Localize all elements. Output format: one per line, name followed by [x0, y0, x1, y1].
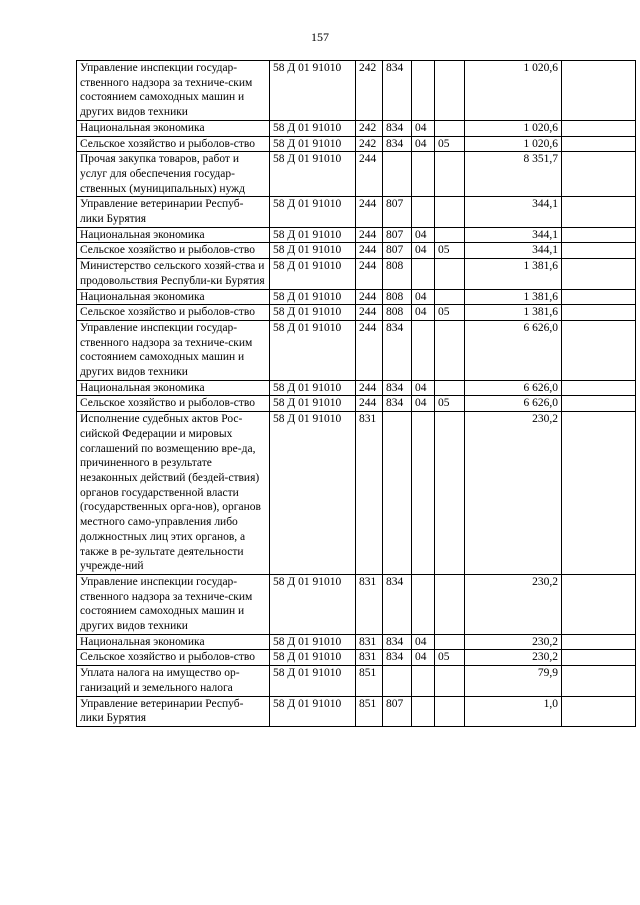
row-amount: 1,0 — [465, 696, 562, 726]
table-row — [77, 61, 636, 121]
row-name: Управление ветеринарии Респуб-лики Бурятия — [77, 696, 270, 726]
row-empty-cell — [562, 305, 636, 321]
row-empty-cell — [562, 380, 636, 396]
row-administrator-code: 834 — [383, 320, 412, 380]
row-target-code: 58 Д 01 91010 — [270, 61, 356, 121]
row-section: 04 — [412, 634, 435, 650]
row-section — [412, 197, 435, 227]
row-administrator-code: 834 — [383, 61, 412, 121]
row-target-code: 58 Д 01 91010 — [270, 305, 356, 321]
row-administrator-code: 807 — [383, 696, 412, 726]
row-amount: 6 626,0 — [465, 380, 562, 396]
row-section: 04 — [412, 396, 435, 412]
row-name: Сельское хозяйство и рыболов-ство — [77, 243, 270, 259]
row-section: 04 — [412, 120, 435, 136]
row-expense-type: 242 — [356, 61, 383, 121]
row-expense-type: 244 — [356, 396, 383, 412]
row-administrator-code: 834 — [383, 380, 412, 396]
row-amount: 6 626,0 — [465, 320, 562, 380]
row-name: Управление инспекции государ-ственного надзора за техниче-ским состоянием самоходных машин и других видов техники — [77, 320, 270, 380]
table-row — [77, 320, 636, 380]
row-target-code: 58 Д 01 91010 — [270, 227, 356, 243]
table-row — [77, 574, 636, 634]
row-subsection — [435, 634, 465, 650]
row-empty-cell — [562, 666, 636, 696]
row-section: 04 — [412, 380, 435, 396]
row-administrator-code: 834 — [383, 396, 412, 412]
row-subsection: 05 — [435, 650, 465, 666]
row-subsection — [435, 380, 465, 396]
row-target-code: 58 Д 01 91010 — [270, 650, 356, 666]
row-target-code: 58 Д 01 91010 — [270, 666, 356, 696]
row-target-code: 58 Д 01 91010 — [270, 412, 356, 575]
table-row — [77, 634, 636, 650]
row-target-code: 58 Д 01 91010 — [270, 197, 356, 227]
row-expense-type: 244 — [356, 289, 383, 305]
row-expense-type: 831 — [356, 574, 383, 634]
row-expense-type: 244 — [356, 152, 383, 197]
row-amount: 1 381,6 — [465, 259, 562, 289]
row-administrator-code: 807 — [383, 243, 412, 259]
row-subsection — [435, 259, 465, 289]
table-row — [77, 650, 636, 666]
row-administrator-code — [383, 152, 412, 197]
row-subsection: 05 — [435, 136, 465, 152]
row-section: 04 — [412, 305, 435, 321]
row-target-code: 58 Д 01 91010 — [270, 152, 356, 197]
row-section — [412, 320, 435, 380]
row-administrator-code: 834 — [383, 650, 412, 666]
row-administrator-code: 834 — [383, 136, 412, 152]
row-expense-type: 244 — [356, 227, 383, 243]
row-amount: 344,1 — [465, 197, 562, 227]
row-name: Сельское хозяйство и рыболов-ство — [77, 650, 270, 666]
row-amount: 1 020,6 — [465, 120, 562, 136]
row-expense-type: 244 — [356, 197, 383, 227]
row-administrator-code: 834 — [383, 634, 412, 650]
row-section — [412, 666, 435, 696]
row-empty-cell — [562, 396, 636, 412]
page-number: 157 — [311, 30, 329, 44]
row-subsection: 05 — [435, 243, 465, 259]
row-section: 04 — [412, 289, 435, 305]
row-empty-cell — [562, 120, 636, 136]
table-row — [77, 412, 636, 575]
row-empty-cell — [562, 289, 636, 305]
row-amount: 344,1 — [465, 243, 562, 259]
row-section: 04 — [412, 227, 435, 243]
row-name: Национальная экономика — [77, 380, 270, 396]
row-empty-cell — [562, 574, 636, 634]
row-section: 04 — [412, 243, 435, 259]
row-name: Сельское хозяйство и рыболов-ство — [77, 396, 270, 412]
row-name: Национальная экономика — [77, 289, 270, 305]
row-amount: 230,2 — [465, 634, 562, 650]
row-amount: 230,2 — [465, 574, 562, 634]
table-row — [77, 396, 636, 412]
table-row — [77, 120, 636, 136]
row-empty-cell — [562, 136, 636, 152]
row-administrator-code: 807 — [383, 197, 412, 227]
row-amount: 1 020,6 — [465, 61, 562, 121]
budget-table — [76, 60, 636, 727]
row-subsection — [435, 696, 465, 726]
row-name: Министерство сельского хозяй-ства и продовольствия Республи-ки Бурятия — [77, 259, 270, 289]
table-body — [77, 61, 636, 727]
row-empty-cell — [562, 227, 636, 243]
table-row — [77, 152, 636, 197]
row-target-code: 58 Д 01 91010 — [270, 259, 356, 289]
row-name: Сельское хозяйство и рыболов-ство — [77, 305, 270, 321]
row-name: Сельское хозяйство и рыболов-ство — [77, 136, 270, 152]
row-administrator-code: 808 — [383, 305, 412, 321]
table-row — [77, 696, 636, 726]
row-name: Управление инспекции государ-ственного надзора за техниче-ским состоянием самоходных машин и других видов техники — [77, 574, 270, 634]
row-empty-cell — [562, 152, 636, 197]
row-target-code: 58 Д 01 91010 — [270, 396, 356, 412]
row-name: Уплата налога на имущество ор-ганизаций и земельного налога — [77, 666, 270, 696]
row-amount: 8 351,7 — [465, 152, 562, 197]
row-administrator-code: 834 — [383, 574, 412, 634]
row-name: Прочая закупка товаров, работ и услуг для обеспечения государ-ственных (муниципальных) нужд — [77, 152, 270, 197]
row-name: Национальная экономика — [77, 120, 270, 136]
row-target-code: 58 Д 01 91010 — [270, 574, 356, 634]
row-empty-cell — [562, 61, 636, 121]
table-row — [77, 666, 636, 696]
row-expense-type: 851 — [356, 666, 383, 696]
row-section — [412, 259, 435, 289]
row-expense-type: 831 — [356, 650, 383, 666]
row-empty-cell — [562, 197, 636, 227]
row-section: 04 — [412, 136, 435, 152]
row-administrator-code: 807 — [383, 227, 412, 243]
row-target-code: 58 Д 01 91010 — [270, 380, 356, 396]
table-row — [77, 259, 636, 289]
row-expense-type: 851 — [356, 696, 383, 726]
row-target-code: 58 Д 01 91010 — [270, 136, 356, 152]
row-amount: 1 381,6 — [465, 289, 562, 305]
row-target-code: 58 Д 01 91010 — [270, 696, 356, 726]
row-subsection — [435, 61, 465, 121]
row-empty-cell — [562, 696, 636, 726]
row-section — [412, 412, 435, 575]
row-section — [412, 61, 435, 121]
row-expense-type: 244 — [356, 243, 383, 259]
row-amount: 1 020,6 — [465, 136, 562, 152]
row-administrator-code — [383, 666, 412, 696]
row-empty-cell — [562, 650, 636, 666]
table-row — [77, 305, 636, 321]
row-name: Национальная экономика — [77, 227, 270, 243]
table-row — [77, 136, 636, 152]
row-subsection: 05 — [435, 396, 465, 412]
row-amount: 230,2 — [465, 650, 562, 666]
row-expense-type: 244 — [356, 320, 383, 380]
row-administrator-code: 808 — [383, 259, 412, 289]
row-subsection — [435, 666, 465, 696]
row-name: Исполнение судебных актов Рос-сийской Федерации и мировых соглашений по возмещению вре-да, причиненного в результате незаконных действий (бездей-ствия) органов государственной власти (государственных орга-нов), органов местного само-управления либо должностных лиц этих органов, а также в ре-зультате деятельности учрежде-ний — [77, 412, 270, 575]
row-subsection: 05 — [435, 305, 465, 321]
row-subsection — [435, 120, 465, 136]
row-administrator-code: 808 — [383, 289, 412, 305]
row-empty-cell — [562, 259, 636, 289]
table-row — [77, 227, 636, 243]
row-expense-type: 831 — [356, 412, 383, 575]
row-section — [412, 152, 435, 197]
row-empty-cell — [562, 412, 636, 575]
table-row — [77, 243, 636, 259]
row-name: Национальная экономика — [77, 634, 270, 650]
row-section: 04 — [412, 650, 435, 666]
row-expense-type: 244 — [356, 259, 383, 289]
row-subsection — [435, 227, 465, 243]
table-row — [77, 197, 636, 227]
row-subsection — [435, 412, 465, 575]
row-administrator-code — [383, 412, 412, 575]
row-amount: 79,9 — [465, 666, 562, 696]
row-target-code: 58 Д 01 91010 — [270, 634, 356, 650]
row-target-code: 58 Д 01 91010 — [270, 320, 356, 380]
row-expense-type: 831 — [356, 634, 383, 650]
row-amount: 1 381,6 — [465, 305, 562, 321]
row-target-code: 58 Д 01 91010 — [270, 289, 356, 305]
row-target-code: 58 Д 01 91010 — [270, 243, 356, 259]
row-subsection — [435, 197, 465, 227]
row-amount: 6 626,0 — [465, 396, 562, 412]
row-administrator-code: 834 — [383, 120, 412, 136]
row-empty-cell — [562, 320, 636, 380]
row-target-code: 58 Д 01 91010 — [270, 120, 356, 136]
row-subsection — [435, 152, 465, 197]
row-expense-type: 242 — [356, 120, 383, 136]
table-row — [77, 380, 636, 396]
row-name: Управление ветеринарии Респуб-лики Бурятия — [77, 197, 270, 227]
row-amount: 344,1 — [465, 227, 562, 243]
row-section — [412, 574, 435, 634]
row-subsection — [435, 574, 465, 634]
row-expense-type: 244 — [356, 305, 383, 321]
table-row — [77, 289, 636, 305]
row-name: Управление инспекции государ-ственного надзора за техниче-ским состоянием самоходных машин и других видов техники — [77, 61, 270, 121]
row-empty-cell — [562, 243, 636, 259]
row-subsection — [435, 289, 465, 305]
row-empty-cell — [562, 634, 636, 650]
row-amount: 230,2 — [465, 412, 562, 575]
row-subsection — [435, 320, 465, 380]
row-expense-type: 242 — [356, 136, 383, 152]
row-expense-type: 244 — [356, 380, 383, 396]
row-section — [412, 696, 435, 726]
